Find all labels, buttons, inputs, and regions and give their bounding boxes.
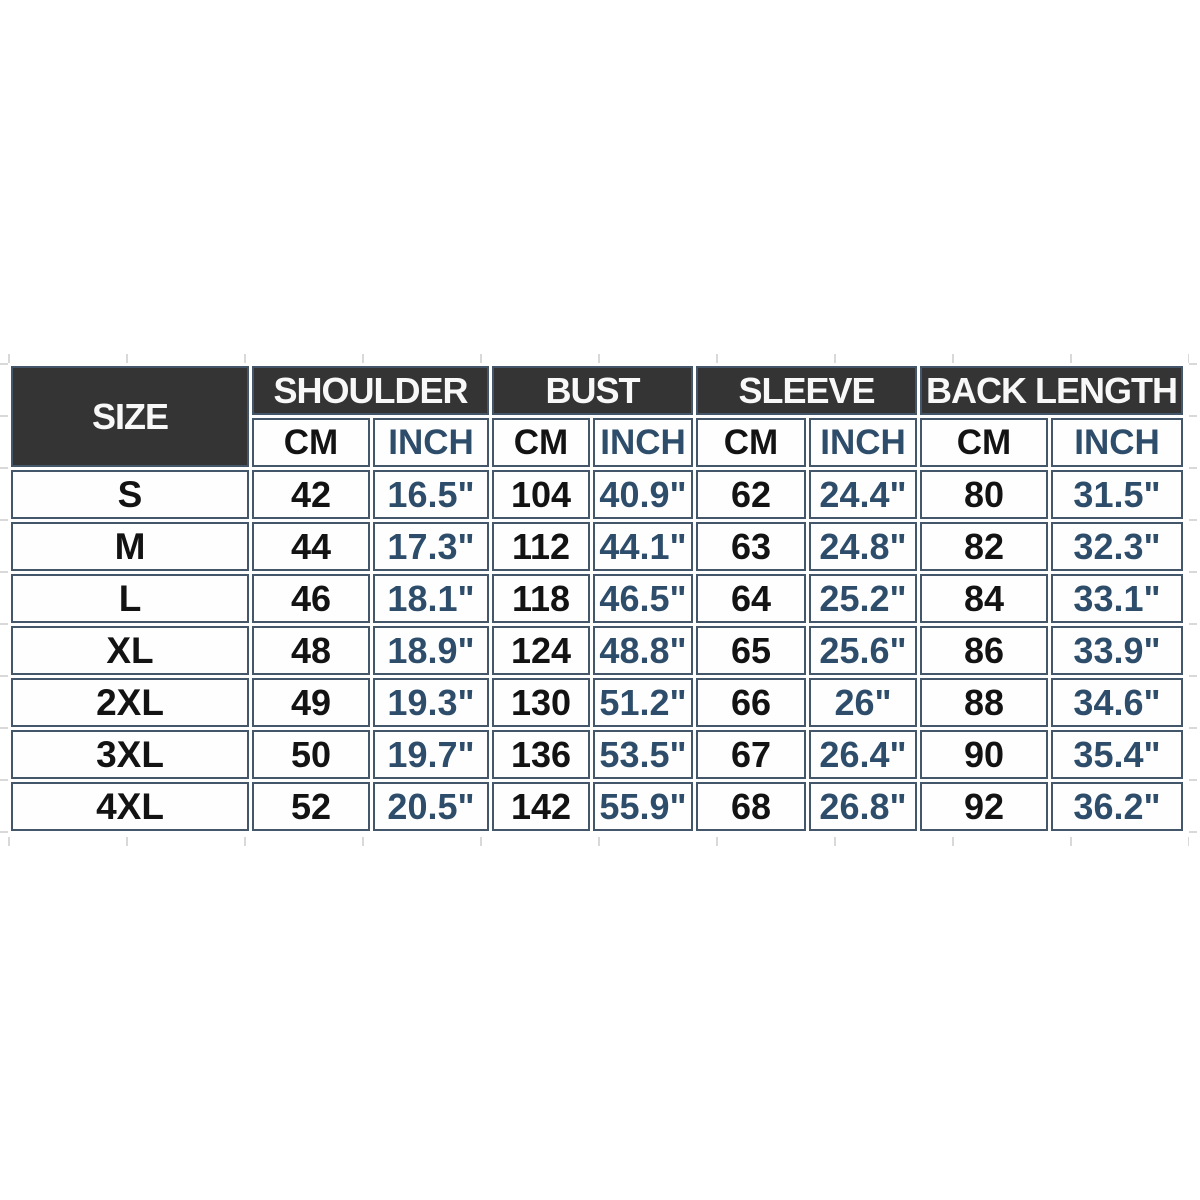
bust-cm-cell: 112 <box>492 522 590 571</box>
size-row-label: L <box>11 574 249 623</box>
sleeve-inch-cell: 24.4" <box>809 470 917 519</box>
bust-inch-cell: 44.1" <box>593 522 693 571</box>
bust-inch-cell: 48.8" <box>593 626 693 675</box>
bust-cm-cell: 130 <box>492 678 590 727</box>
table-row-2xl <box>11 678 1183 727</box>
spreadsheet-gridline-stubs-top <box>8 354 1189 363</box>
sleeve-cm-cell: 66 <box>696 678 806 727</box>
sleeve-inch-cell: 25.2" <box>809 574 917 623</box>
unit-header-sleeve-cm: CM <box>696 418 806 467</box>
spreadsheet-gridline-stubs-bottom <box>8 837 1189 846</box>
shoulder-inch-cell: 18.9" <box>373 626 489 675</box>
sleeve-inch-cell: 26" <box>809 678 917 727</box>
unit-header-shoulder-cm: CM <box>252 418 370 467</box>
group-header-back-length: BACK LENGTH <box>920 366 1183 415</box>
group-header-shoulder: SHOULDER <box>252 366 489 415</box>
back-length-cm-cell: 90 <box>920 730 1048 779</box>
shoulder-inch-cell: 17.3" <box>373 522 489 571</box>
spreadsheet-gridline-stubs-left <box>0 363 8 837</box>
unit-header-shoulder-inch: INCH <box>373 418 489 467</box>
shoulder-inch-cell: 20.5" <box>373 782 489 831</box>
back-length-inch-cell: 36.2" <box>1051 782 1183 831</box>
back-length-inch-cell: 31.5" <box>1051 470 1183 519</box>
sleeve-cm-cell: 67 <box>696 730 806 779</box>
bust-inch-cell: 40.9" <box>593 470 693 519</box>
size-chart-table <box>8 363 1186 834</box>
shoulder-inch-cell: 18.1" <box>373 574 489 623</box>
shoulder-cm-cell: 46 <box>252 574 370 623</box>
back-length-cm-cell: 80 <box>920 470 1048 519</box>
sleeve-cm-cell: 62 <box>696 470 806 519</box>
bust-cm-cell: 136 <box>492 730 590 779</box>
table-row-l <box>11 574 1183 623</box>
shoulder-cm-cell: 48 <box>252 626 370 675</box>
shoulder-inch-cell: 19.7" <box>373 730 489 779</box>
size-row-label: XL <box>11 626 249 675</box>
sleeve-cm-cell: 65 <box>696 626 806 675</box>
size-row-label: S <box>11 470 249 519</box>
shoulder-cm-cell: 52 <box>252 782 370 831</box>
shoulder-cm-cell: 50 <box>252 730 370 779</box>
shoulder-inch-cell: 19.3" <box>373 678 489 727</box>
bust-cm-cell: 142 <box>492 782 590 831</box>
sleeve-inch-cell: 25.6" <box>809 626 917 675</box>
shoulder-cm-cell: 44 <box>252 522 370 571</box>
group-header-sleeve: SLEEVE <box>696 366 917 415</box>
unit-header-bust-cm: CM <box>492 418 590 467</box>
size-row-label: M <box>11 522 249 571</box>
back-length-cm-cell: 84 <box>920 574 1048 623</box>
size-row-label: 3XL <box>11 730 249 779</box>
sleeve-inch-cell: 26.4" <box>809 730 917 779</box>
sleeve-inch-cell: 24.8" <box>809 522 917 571</box>
back-length-inch-cell: 34.6" <box>1051 678 1183 727</box>
bust-cm-cell: 104 <box>492 470 590 519</box>
table-row-xl <box>11 626 1183 675</box>
table-row-3xl <box>11 730 1183 779</box>
bust-inch-cell: 51.2" <box>593 678 693 727</box>
shoulder-cm-cell: 42 <box>252 470 370 519</box>
unit-header-sleeve-inch: INCH <box>809 418 917 467</box>
shoulder-cm-cell: 49 <box>252 678 370 727</box>
back-length-cm-cell: 88 <box>920 678 1048 727</box>
back-length-inch-cell: 33.1" <box>1051 574 1183 623</box>
back-length-cm-cell: 82 <box>920 522 1048 571</box>
bust-cm-cell: 118 <box>492 574 590 623</box>
unit-header-back-length-cm: CM <box>920 418 1048 467</box>
shoulder-inch-cell: 16.5" <box>373 470 489 519</box>
sleeve-cm-cell: 64 <box>696 574 806 623</box>
size-row-label: 2XL <box>11 678 249 727</box>
bust-inch-cell: 55.9" <box>593 782 693 831</box>
unit-header-back-length-inch: INCH <box>1051 418 1183 467</box>
table-row-m <box>11 522 1183 571</box>
bust-inch-cell: 53.5" <box>593 730 693 779</box>
unit-header-bust-inch: INCH <box>593 418 693 467</box>
bust-cm-cell: 124 <box>492 626 590 675</box>
group-header-bust: BUST <box>492 366 693 415</box>
back-length-cm-cell: 86 <box>920 626 1048 675</box>
table-row-s <box>11 470 1183 519</box>
back-length-inch-cell: 35.4" <box>1051 730 1183 779</box>
sleeve-cm-cell: 68 <box>696 782 806 831</box>
size-row-label: 4XL <box>11 782 249 831</box>
table-row-4xl <box>11 782 1183 831</box>
back-length-cm-cell: 92 <box>920 782 1048 831</box>
back-length-inch-cell: 32.3" <box>1051 522 1183 571</box>
bust-inch-cell: 46.5" <box>593 574 693 623</box>
sleeve-inch-cell: 26.8" <box>809 782 917 831</box>
back-length-inch-cell: 33.9" <box>1051 626 1183 675</box>
size-column-header: SIZE <box>11 366 249 467</box>
sleeve-cm-cell: 63 <box>696 522 806 571</box>
spreadsheet-gridline-stubs-right <box>1189 363 1197 837</box>
group-header-row <box>11 366 1183 415</box>
